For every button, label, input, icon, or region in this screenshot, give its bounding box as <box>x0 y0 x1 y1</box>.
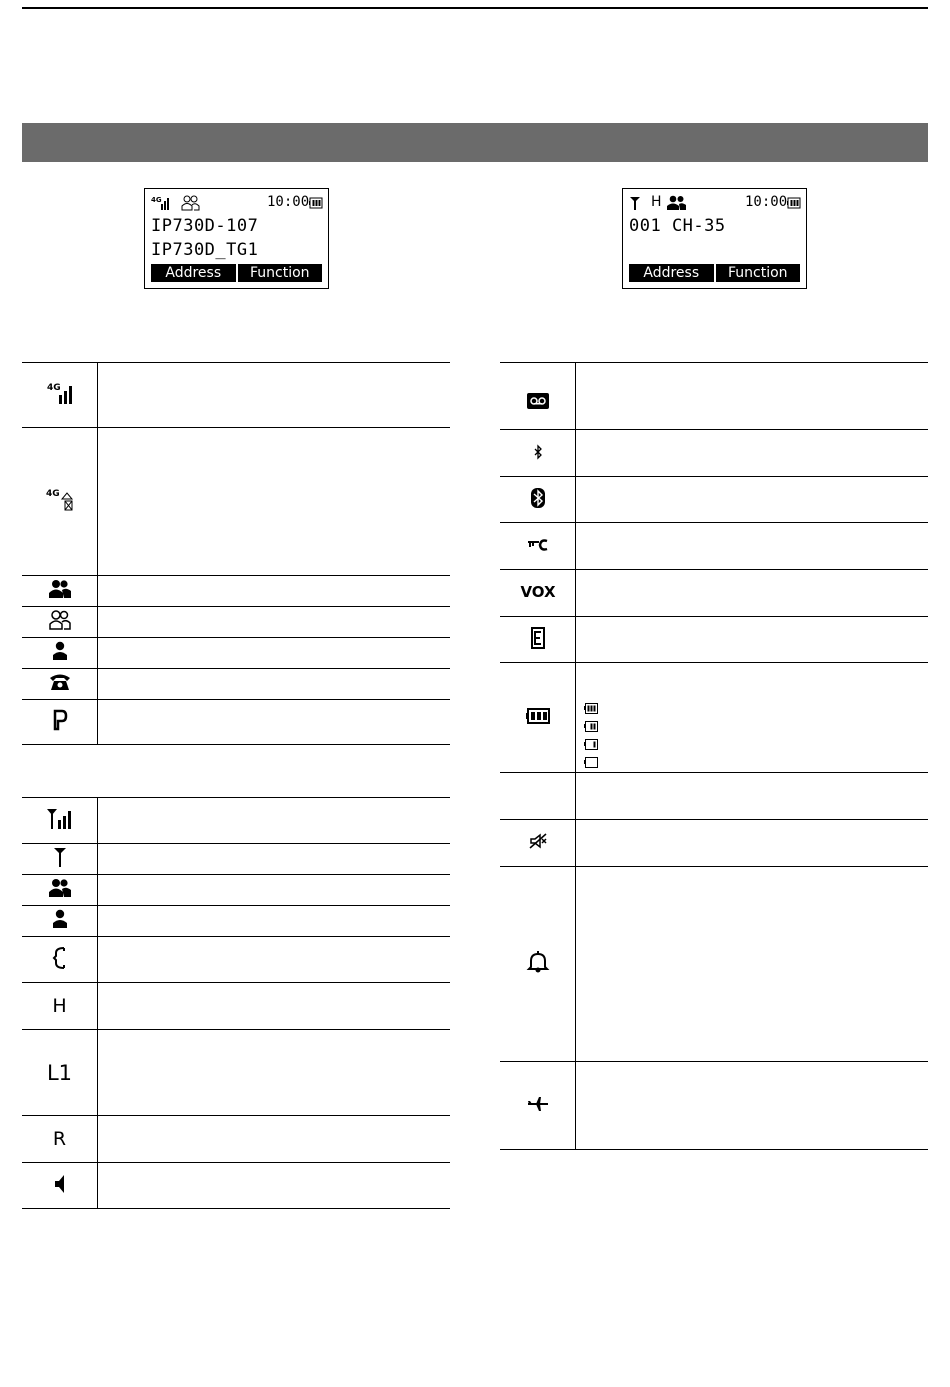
address-softkey[interactable]: Address <box>151 264 236 282</box>
group-hollow-icon <box>48 610 72 630</box>
table-row <box>500 523 928 570</box>
blank-icon <box>500 773 576 820</box>
bluetooth-icon <box>531 488 545 508</box>
mute-icon <box>528 833 548 849</box>
display-example-radio <box>622 188 807 289</box>
section-banner <box>22 123 928 162</box>
speaker-icon <box>53 1173 67 1195</box>
clock: 10:00 <box>745 194 788 210</box>
display-line-1: IP730D-107 <box>151 216 259 236</box>
battery-two-thirds-icon <box>584 721 598 732</box>
airplane-icon <box>527 1095 549 1113</box>
table-row <box>500 867 928 1062</box>
status-bar <box>629 195 802 211</box>
table-row <box>22 638 450 669</box>
table-row <box>22 1030 450 1116</box>
svg-text:4G: 4G <box>151 196 162 204</box>
c-icon <box>53 945 67 971</box>
l1-icon: L1 <box>22 1030 98 1116</box>
table-row <box>500 570 928 617</box>
4g-signal-icon <box>45 381 75 405</box>
table-row <box>22 428 450 576</box>
table-row <box>22 906 450 937</box>
table-row <box>500 617 928 663</box>
table-row <box>500 773 928 820</box>
vox-icon <box>519 580 556 602</box>
lte-icon-table <box>22 362 450 745</box>
table-row <box>22 1163 450 1209</box>
display-line-1: 001 CH-35 <box>629 216 726 236</box>
battery-full-icon <box>309 197 324 209</box>
battery-full-icon <box>584 703 598 714</box>
4g-no-sim-icon <box>44 487 76 513</box>
antenna-icon <box>53 846 67 868</box>
clock: 10:00 <box>267 194 310 210</box>
table-row <box>22 1116 450 1163</box>
svg-text:4G: 4G <box>45 488 60 499</box>
battery-one-third-icon <box>584 739 598 750</box>
individual-icon <box>51 641 69 661</box>
table-row <box>22 576 450 607</box>
top-rule <box>22 7 928 9</box>
svg-text:4G: 4G <box>46 383 61 393</box>
status-bar <box>151 195 324 211</box>
antenna-icon <box>629 195 641 211</box>
softkey-bar <box>151 264 322 282</box>
radio-icon-table <box>22 797 450 1209</box>
table-row <box>500 1062 928 1150</box>
e-icon <box>531 627 545 649</box>
display-example-lte <box>144 188 329 289</box>
h-mode-icon: H <box>651 194 662 210</box>
function-softkey[interactable]: Function <box>716 264 801 282</box>
individual-icon <box>51 909 69 929</box>
table-row <box>500 477 928 523</box>
r-icon: R <box>22 1116 98 1163</box>
table-row <box>22 669 450 700</box>
group-icon <box>667 195 687 211</box>
group-icon <box>48 579 72 599</box>
telephone-icon <box>49 672 71 692</box>
table-row <box>22 983 450 1030</box>
antenna-signal-icon <box>46 807 74 831</box>
table-row <box>22 875 450 906</box>
battery-icon <box>526 708 550 724</box>
h-icon: H <box>22 983 98 1030</box>
table-row <box>22 844 450 875</box>
ringer-icon <box>527 951 549 973</box>
table-row <box>500 430 928 477</box>
table-row <box>22 798 450 844</box>
function-softkey[interactable]: Function <box>238 264 323 282</box>
status-icon-table <box>500 362 928 1150</box>
table-row <box>22 937 450 983</box>
battery-empty-icon <box>584 757 598 768</box>
bluetooth-small-icon <box>533 445 543 459</box>
table-row <box>22 363 450 428</box>
table-row <box>500 363 928 430</box>
key-icon <box>527 538 549 552</box>
group-icon <box>48 878 72 898</box>
4g-signal-icon <box>151 195 173 211</box>
softkey-bar <box>629 264 800 282</box>
table-row <box>500 820 928 867</box>
p-icon <box>53 709 67 731</box>
group-hollow-icon <box>181 195 201 211</box>
battery-full-icon <box>787 197 802 209</box>
table-row <box>22 607 450 638</box>
address-softkey[interactable]: Address <box>629 264 714 282</box>
svg-text:VOX: VOX <box>519 583 556 601</box>
display-line-2: IP730D_TG1 <box>151 240 259 260</box>
table-row <box>500 663 928 773</box>
voice-mail-icon <box>527 393 549 409</box>
table-row <box>22 700 450 745</box>
